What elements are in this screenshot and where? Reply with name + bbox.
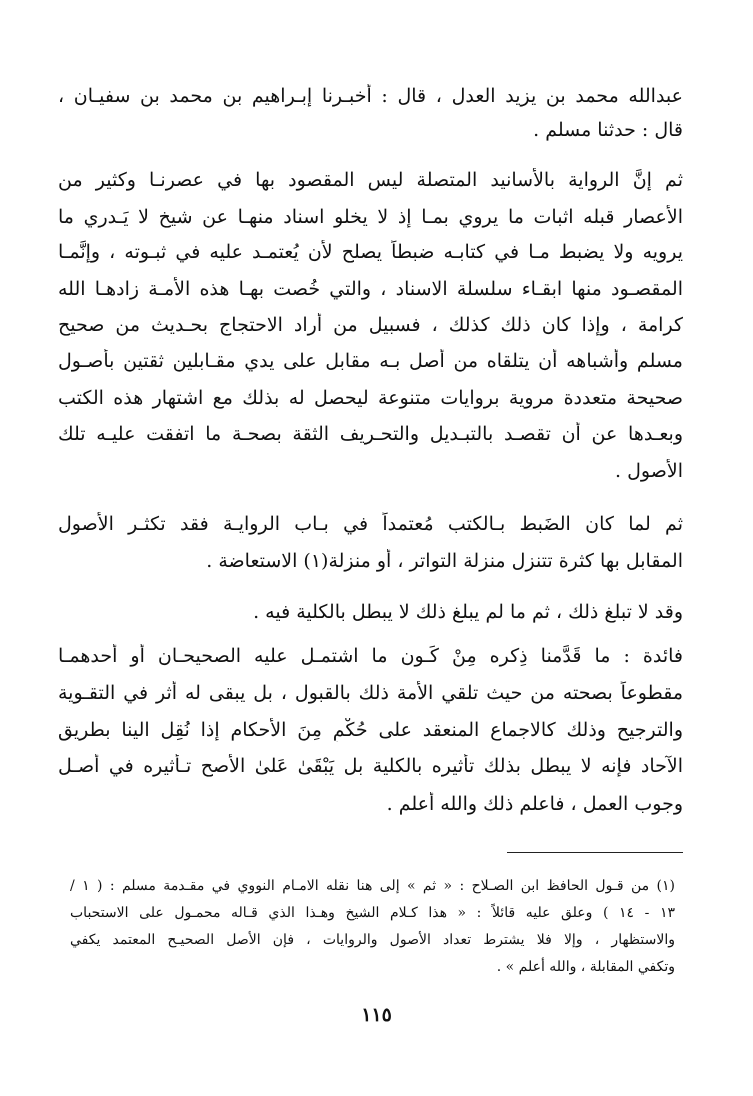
text-line: مسلم وأشباهه أن يتلقاه من أصل بـه مقابل على يدي مقـابلين ثقتين بأصـول — [58, 350, 683, 372]
footnote-line: ١٣ - ١٤ ) وعلق عليه قائلاً : « هذا كـلام الشيخ وهـذا الذي قـاله محمـول على الاستحباب — [70, 905, 675, 921]
text-line: فائدة : ما قَدَّمنا ذِكره مِنْ كَـون ما اشتمـل عليه الصحيحـان أو أحدهمـا — [58, 645, 683, 667]
text-line: المقابل بها كثرة تتنزل منزلة التواتر ، أو منزلة(١) الاستعاضة . — [206, 550, 683, 572]
text-line: قال : حدثنا مسلم . — [533, 119, 683, 141]
text-line: عبدالله محمد بن يزيد العدل ، قال : أخبـرنا إبـراهيم بن محمد بن سفيـان ، — [58, 85, 683, 107]
text-line: ثم لما كان الضَبط بـالكتب مُعتمداً في بـاب الروايـة فقد تكثـر الأصول — [58, 513, 683, 535]
text-line: وقد لا تبلغ ذلك ، ثم ما لم يبلغ ذلك لا يبطل بالكلية فيه . — [253, 601, 683, 623]
text-line: ثم إنَّ الرواية بالأسانيد المتصلة ليس المقصود بها في عصرنـا وكثير من — [58, 169, 683, 191]
text-line: وبعـدها عن أن تقصـد بالتبـديل والتحـريف الثقة بصحـة ما اتفقت عليـه تلك — [58, 423, 683, 445]
text-line: يرويه ولا يضبط مـا في كتابـه ضبطاً يصلح لأن يُعتمـد عليه في ثبـوته ، وإنَّمـا — [58, 241, 683, 263]
text-line: الأعصار قبله اثبات ما يروي بمـا إذ لا يخلو اسناد منهـا عن شيخ لا يَـدري ما — [58, 206, 683, 228]
footnote-divider — [507, 852, 683, 853]
text-line: المقصـود منها ابقـاء سلسلة الاسناد ، والتي خُصت بهـا هذه الأمـة زادهـا الله — [58, 278, 683, 300]
page-number: ١١٥ — [361, 1004, 392, 1026]
text-line: كرامة ، وإذا كان ذلك كذلك ، فسبيل من أراد الاحتجاج بحـديث من صحيح — [58, 314, 683, 336]
footnote-line: وتكفي المقابلة ، والله أعلم » . — [496, 959, 675, 975]
text-line: الآحاد فإنه لا يبطل بذلك تأثيره بالكلية بل يَبْقَىٰ عَلىٰ الأصح تـأثيره في أصـل — [58, 755, 683, 777]
text-line: صحيحة متعددة مروية بروايات متنوعة ليحصل له بذلك مع اشتهار هذه الكتب — [58, 387, 683, 409]
text-line: والترجيح وذلك كالاجماع المنعقد على حُكْمٍ مِنَ الأحكام إذا نُقِل الينا بطريق — [58, 719, 683, 741]
text-line: وجوب العمل ، فاعلم ذلك والله أعلم . — [386, 793, 683, 815]
text-line: مقطوعاً بصحته من حيث تلقي الأمة ذلك بالقبول ، بل يبقى له أثر في التقـوية — [58, 682, 683, 704]
footnote-line: (١) من قـول الحافظ ابن الصـلاح : « ثم » إلى هنا نقله الامـام النووي في مقـدمة مسلم : ( ١ / — [70, 878, 675, 894]
text-line: الأصول . — [615, 460, 683, 482]
footnote-line: والاستظهار ، وإلا فلا يشترط تعداد الأصول والروايات ، فإن الأصل الصحيـح المعتمد يكفي — [70, 932, 675, 948]
